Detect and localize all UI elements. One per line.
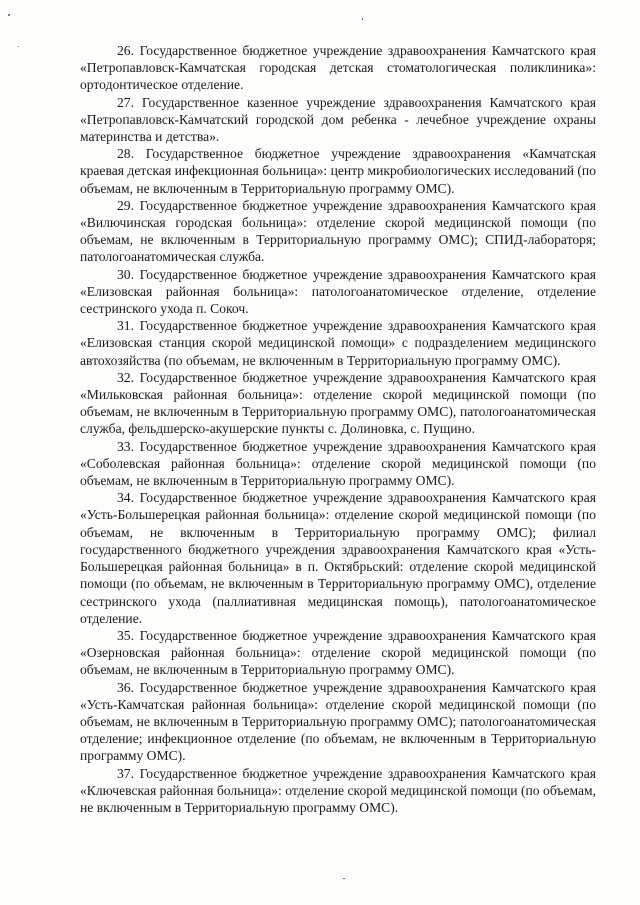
scan-speck — [18, 46, 19, 47]
document-body — [80, 42, 596, 816]
scan-speck — [8, 14, 10, 16]
list-item-32: 32. Государственное бюджетное учреждение здравоохранения Камчатского края «Мильковская районная больница»: отделение скорой медицинской помощи (по объемам, не включенным в Территориальную программу ОМС), патологоанатомическая служба, фельдшерско-акушерские пункты с. Долиновка, с. Пущино. — [80, 369, 596, 437]
list-item-34: 34. Государственное бюджетное учреждение здравоохранения Камчатского края «Усть-Большерецкая районная больница»: отделение скорой медицинской помощи (по объемам, не включенным в Территориальную программу ОМС); филиал государственного бюджетного учреждения здравоохранения Камчатского края «Усть-Большерецкая районная больница» в п. Октябрьский: отделение скорой медицинской помощи (по объемам, не включенным в Территориальную программу ОМС), отделение сестринского ухода (паллиативная медицинская помощь), патологоанатомическое отделение. — [80, 490, 596, 626]
list-item-31: 31. Государственное бюджетное учреждение здравоохранения Камчатского края «Елизовская станция скорой медицинской помощи» с подразделением медицинского автохозяйства (по объемам, не включенным в Территориальную программу ОМС). — [80, 318, 596, 368]
scan-speck — [343, 878, 345, 879]
list-item-35: 35. Государственное бюджетное учреждение здравоохранения Камчатского края «Озерновская районная больница»: отделение скорой медицинской помощи (по объемам, не включенным в Территориальную программу ОМС). — [80, 627, 596, 678]
list-item-37: 37. Государственное бюджетное учреждение здравоохранения Камчатского края «Ключевская районная больница»: отделение скорой медицинской помощи (по объемам, не включенным в Территориальную программу ОМС). — [80, 765, 596, 815]
list-item-29: 29. Государственное бюджетное учреждение здравоохранения Камчатского края «Вилючинская городская больница»: отделение скорой медицинской помощи (по объемам, не включенным в Территориальную программу ОМС); СПИД-лабораторя; патологоанатомическая служба. — [80, 197, 596, 265]
list-item-36: 36. Государственное бюджетное учреждение здравоохранения Камчатского края «Усть-Камчатская районная больница»: отделение скорой медицинской помощи (по объемам, не включенным в Территориальную программу ОМС); патологоанатомическая отделение; инфекционное отделение (по объемам, не включенным в Территориальную программу ОМС). — [80, 679, 596, 764]
list-item-26: 26. Государственное бюджетное учреждение здравоохранения Камчатского края «Петропавловск-Камчатская городская детская стоматологическая поликлиника»: ортодонтическое отделение. — [80, 43, 596, 93]
list-item-27: 27. Государственное казенное учреждение здравоохранения Камчатского края «Петропавловск-Камчатский городской дом ребенка - лечебное учреждение охраны материнства и детства». — [80, 94, 596, 145]
list-item-28: 28. Государственное бюджетное учреждение здравоохранения «Камчатская краевая детская инфекционная больница»: центр микробиологических исследований (по объемам, не включенным в Территориальную программу ОМС). — [80, 146, 596, 196]
list-item-30: 30. Государственное бюджетное учреждение здравоохранения Камчатского края «Елизовская районная больница»: патологоанатомическое отделение, отделение сестринского ухода п. Сокоч. — [80, 266, 596, 317]
scan-speck — [362, 18, 363, 20]
list-item-33: 33. Государственное бюджетное учреждение здравоохранения Камчатского края «Соболевская районная больница»: отделение скорой медицинской помощи (по объемам, не включенным в Территориальную программу ОМС). — [80, 438, 596, 489]
